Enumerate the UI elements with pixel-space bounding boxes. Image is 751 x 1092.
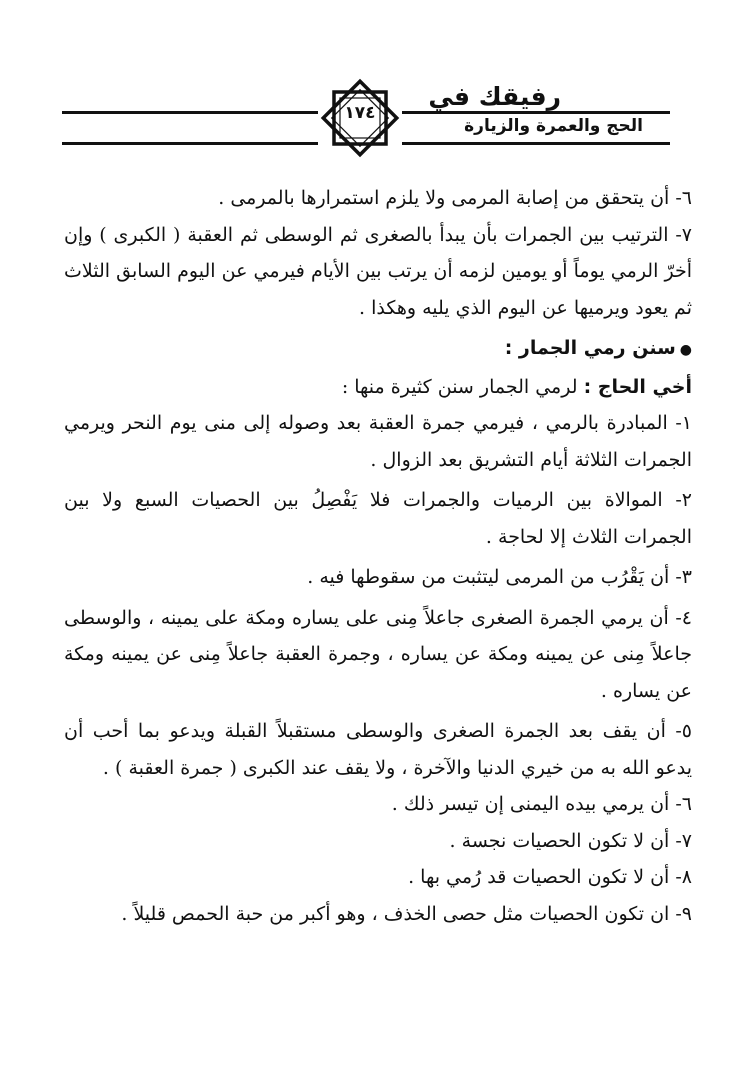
intro-label: أخي الحاج : bbox=[583, 375, 692, 398]
sunnah-item-3: ٣- أن يَقْرُب من المرمى ليتثبت من سقوطها فيه . bbox=[307, 566, 692, 588]
page-number: ١٧٤ bbox=[344, 103, 376, 123]
section-heading-line bbox=[64, 330, 692, 369]
sunnah-item-7: ٧- أن لا تكون الحصيات نجسة . bbox=[449, 829, 692, 852]
book-subtitle: الحج والعمرة والزيارة bbox=[464, 116, 643, 136]
book-title: رفيقك في bbox=[428, 82, 561, 111]
intro-text: لرمي الجمار سنن كثيرة منها : bbox=[341, 375, 578, 398]
page-body bbox=[64, 180, 692, 932]
paragraph-7-order: ٧- الترتيب بين الجمرات بأن يبدأ بالصغرى ثم الوسطى ثم العقبة ( الكبرى ) وإن أخرّ الرمي يوماً أو يومين لزمه أن يرتب بين الأيام فيرمي عن اليوم السابق الثلاث ثم يعود ويرميها عن اليوم الذي يليه وهكذا . bbox=[64, 223, 692, 319]
sunnah-item-6: ٦- أن يرمي بيده اليمنى إن تيسر ذلك . bbox=[391, 793, 692, 815]
sunnah-item-5: ٥- أن يقف بعد الجمرة الصغرى والوسطى مستقبلاً القبلة ويدعو بما أحب أن يدعو الله به من خيري الدنيا والآخرة ، ولا يقف عند الكبرى ( جمرة العقبة ) . bbox=[64, 720, 692, 779]
intro-line bbox=[64, 369, 692, 406]
sunnah-item-4: ٤- أن يرمي الجمرة الصغرى جاعلاً مِنى على يساره ومكة على يمينه ، والوسطى جاعلاً مِنى عن يمينه ومكة عن يساره ، وجمرة العقبة جاعلاً مِنى عن يمينه ومكة عن يساره . bbox=[64, 606, 692, 702]
sunnah-item-1: ١- المبادرة بالرمي ، فيرمي جمرة العقبة بعد وصوله إلى منى يوم النحر ويرمي الجمرات الثلاثة أيام التشريق بعد الزوال . bbox=[64, 412, 692, 471]
paragraph-6-target: ٦- أن يتحقق من إصابة المرمى ولا يلزم استمرارها بالمرمى . bbox=[218, 187, 692, 209]
sunnah-item-2: ٢- الموالاة بين الرميات والجمرات فلا يَفْصِلُ بين الحصيات السبع ولا بين الجمرات الثلاث إلا لحاجة . bbox=[64, 489, 692, 548]
header-rule-bottom-left bbox=[62, 142, 318, 145]
page-header bbox=[0, 0, 751, 160]
section-heading: سنن رمي الجمار : bbox=[504, 337, 676, 359]
bullet-icon: ● bbox=[679, 342, 692, 358]
header-rule-top-right bbox=[402, 111, 670, 114]
header-rule-top-left bbox=[62, 111, 318, 114]
sunnah-item-8: ٨- أن لا تكون الحصيات قد رُمي بها . bbox=[408, 866, 692, 888]
header-rule-bottom-right bbox=[402, 142, 670, 145]
sunnah-item-9: ٩- ان تكون الحصيات مثل حصى الخذف ، وهو أكبر من حبة الحمص قليلاً . bbox=[121, 902, 692, 925]
